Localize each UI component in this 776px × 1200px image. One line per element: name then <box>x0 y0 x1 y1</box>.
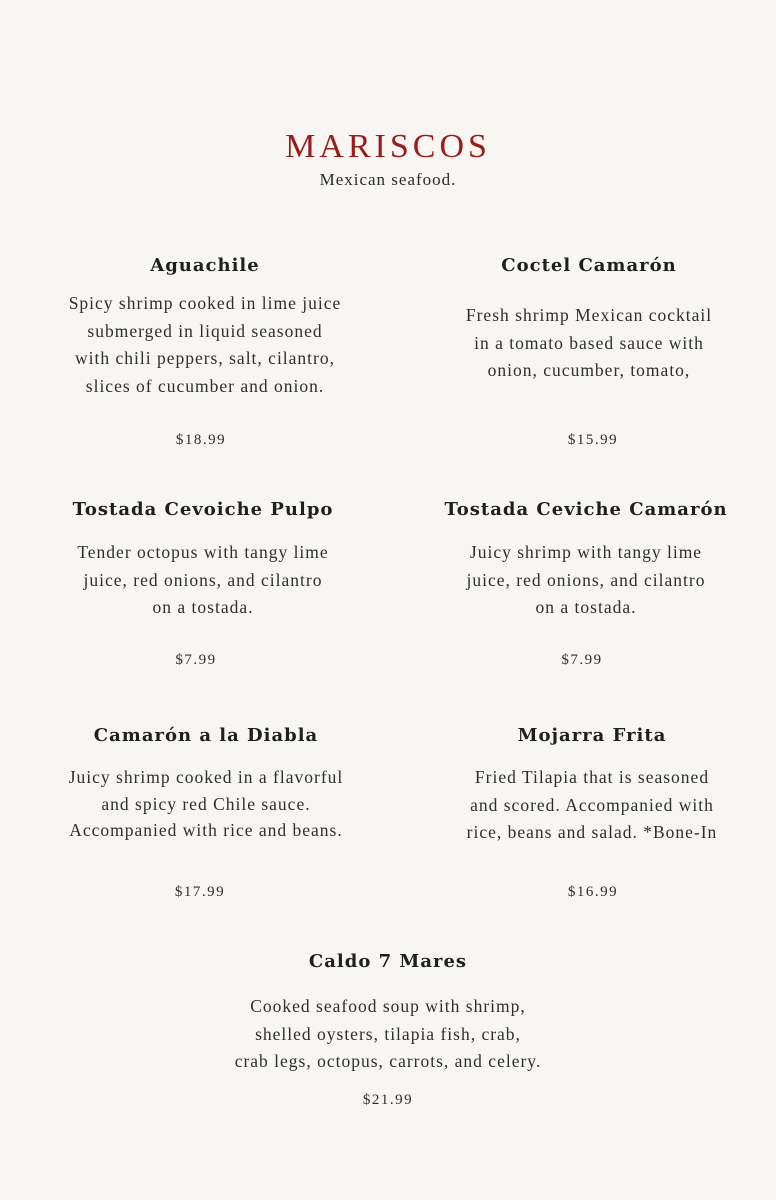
menu-item-description: Tender octopus with tangy lime juice, red onions, and cilantro on a tostada. <box>77 542 329 617</box>
menu-item-caldo-7-mares <box>178 950 598 1120</box>
menu-header <box>0 128 776 191</box>
menu-item-description: Juicy shrimp with tangy lime juice, red onions, and cilantro on a tostada. <box>466 542 706 617</box>
menu-item-price: $15.99 <box>567 432 619 448</box>
section-subtitle: Mexican seafood. <box>319 170 457 189</box>
menu-item-price: $16.99 <box>567 884 619 900</box>
menu-item-name: Caldo 7 Mares <box>308 951 468 972</box>
menu-item-description: Fried Tilapia that is seasoned and scored. Accompanied with rice, beans and salad. *Bone-In <box>466 767 718 842</box>
menu-item-coctel-camaron <box>419 254 759 464</box>
menu-item-camaron-diabla <box>36 724 376 924</box>
menu-item-description: Juicy shrimp cooked in a flavorful and spicy red Chile sauce. Accompanied with rice and beans. <box>68 767 344 840</box>
menu-item-name: Coctel Camarón <box>501 255 677 276</box>
menu-item-price: $7.99 <box>561 652 603 668</box>
menu-item-description: Cooked seafood soup with shrimp, shelled oysters, tilapia fish, crab, crab legs, octopus, carrots, and celery. <box>234 996 542 1071</box>
menu-item-name: Camarón a la Diabla <box>93 725 319 746</box>
menu-item-tostada-pulpo <box>33 498 373 688</box>
menu-item-description: Fresh shrimp Mexican cocktail in a tomato based sauce with onion, cucumber, tomato, <box>465 305 713 380</box>
menu-item-aguachile <box>35 254 375 464</box>
menu-item-price: $21.99 <box>362 1092 414 1108</box>
menu-item-tostada-camaron <box>416 498 756 688</box>
menu-item-description: Spicy shrimp cooked in lime juice submerged in liquid seasoned with chili peppers, salt, cilantro, slices of cucumber and onion. <box>68 293 342 396</box>
section-title: MARISCOS <box>285 128 491 165</box>
menu-item-price: $17.99 <box>174 884 226 900</box>
menu-item-name: Mojarra Frita <box>517 725 667 746</box>
menu-item-price: $18.99 <box>175 432 227 448</box>
menu-item-name: Tostada Cevoiche Pulpo <box>72 499 334 520</box>
menu-item-name: Aguachile <box>150 255 260 276</box>
menu-item-mojarra-frita <box>422 724 762 924</box>
menu-item-price: $7.99 <box>175 652 217 668</box>
menu-item-name: Tostada Ceviche Camarón <box>444 499 728 520</box>
